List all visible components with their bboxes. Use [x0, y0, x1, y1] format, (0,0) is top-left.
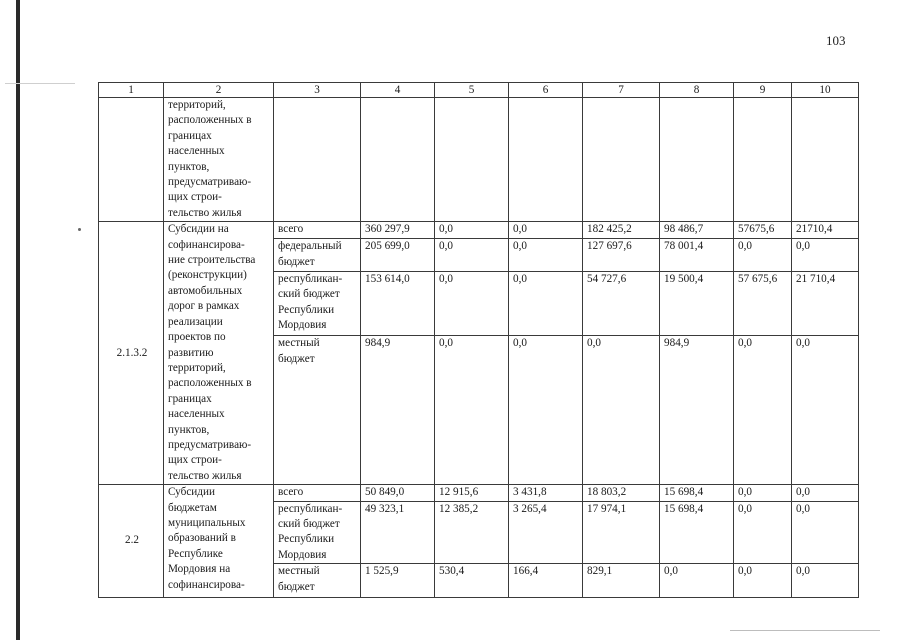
- empty-cell: [660, 98, 734, 222]
- amount-cell: 182 425,2: [583, 222, 660, 239]
- amount-cell: 0,0: [792, 501, 859, 564]
- continuation-row: [99, 98, 859, 222]
- amount-cell: 0,0: [435, 239, 509, 272]
- scan-artifact-line: [5, 83, 75, 84]
- amount-cell: 57675,6: [734, 222, 792, 239]
- funding-source: местный бюджет: [274, 564, 361, 597]
- amount-cell: 54 727,6: [583, 271, 660, 336]
- column-number-header: 8: [660, 83, 734, 98]
- amount-cell: 0,0: [435, 222, 509, 239]
- amount-cell: 166,4: [509, 564, 583, 597]
- column-number-header: 4: [361, 83, 435, 98]
- column-number-header: 2: [164, 83, 274, 98]
- column-number-header: 3: [274, 83, 361, 98]
- amount-cell: 360 297,9: [361, 222, 435, 239]
- amount-cell: 3 265,4: [509, 501, 583, 564]
- funding-source: республикан- ский бюджет Республики Мордовия: [274, 501, 361, 564]
- amount-cell: 0,0: [660, 564, 734, 597]
- budget-row: [99, 485, 859, 501]
- empty-cell: [274, 98, 361, 222]
- amount-cell: 78 001,4: [660, 239, 734, 272]
- amount-cell: 0,0: [734, 485, 792, 501]
- column-number-header: 5: [435, 83, 509, 98]
- empty-cell: [792, 98, 859, 222]
- amount-cell: 3 431,8: [509, 485, 583, 501]
- amount-cell: 0,0: [734, 239, 792, 272]
- measure-code: 2.2: [99, 485, 164, 597]
- empty-cell: [99, 98, 164, 222]
- empty-cell: [435, 98, 509, 222]
- empty-cell: [509, 98, 583, 222]
- measure-description: Субсидии бюджетам муниципальных образований в Республике Мордовия на софинансирова-: [164, 485, 274, 597]
- scan-speck: [78, 228, 81, 231]
- amount-cell: 0,0: [435, 336, 509, 485]
- amount-cell: 0,0: [583, 336, 660, 485]
- amount-cell: 49 323,1: [361, 501, 435, 564]
- amount-cell: 98 486,7: [660, 222, 734, 239]
- amount-cell: 0,0: [734, 336, 792, 485]
- amount-cell: 0,0: [792, 485, 859, 501]
- amount-cell: 1 525,9: [361, 564, 435, 597]
- amount-cell: 0,0: [792, 239, 859, 272]
- amount-cell: 19 500,4: [660, 271, 734, 336]
- amount-cell: 530,4: [435, 564, 509, 597]
- amount-cell: 12 385,2: [435, 501, 509, 564]
- amount-cell: 984,9: [660, 336, 734, 485]
- budget-table: [98, 82, 859, 598]
- amount-cell: 15 698,4: [660, 485, 734, 501]
- amount-cell: 0,0: [734, 501, 792, 564]
- empty-cell: [583, 98, 660, 222]
- amount-cell: 829,1: [583, 564, 660, 597]
- amount-cell: 57 675,6: [734, 271, 792, 336]
- amount-cell: 15 698,4: [660, 501, 734, 564]
- scan-edge-shadow: [16, 0, 20, 640]
- amount-cell: 984,9: [361, 336, 435, 485]
- column-number-header: 6: [509, 83, 583, 98]
- page-number: 103: [826, 33, 846, 48]
- amount-cell: 0,0: [792, 336, 859, 485]
- amount-cell: 153 614,0: [361, 271, 435, 336]
- amount-cell: 0,0: [509, 271, 583, 336]
- column-number-header: 9: [734, 83, 792, 98]
- amount-cell: 21710,4: [792, 222, 859, 239]
- funding-source: всего: [274, 222, 361, 239]
- measure-description: Субсидии на софинансирова- ние строительства (реконструкции) автомобильных дорог в рамках реализации проектов по развитию территорий, расположенных в границах населенных пунктов, предусматриваю- щих строи- тельство жилья: [164, 222, 274, 485]
- amount-cell: 12 915,6: [435, 485, 509, 501]
- amount-cell: 21 710,4: [792, 271, 859, 336]
- funding-source: федеральный бюджет: [274, 239, 361, 272]
- funding-source: республикан- ский бюджет Республики Мордовия: [274, 271, 361, 336]
- column-number-header: 10: [792, 83, 859, 98]
- amount-cell: 127 697,6: [583, 239, 660, 272]
- funding-source: всего: [274, 485, 361, 501]
- amount-cell: 205 699,0: [361, 239, 435, 272]
- empty-cell: [361, 98, 435, 222]
- budget-row: [99, 222, 859, 239]
- amount-cell: 0,0: [509, 336, 583, 485]
- amount-cell: 0,0: [509, 222, 583, 239]
- amount-cell: 0,0: [509, 239, 583, 272]
- amount-cell: 17 974,1: [583, 501, 660, 564]
- amount-cell: 18 803,2: [583, 485, 660, 501]
- amount-cell: 0,0: [734, 564, 792, 597]
- column-number-header: 7: [583, 83, 660, 98]
- scan-artifact-line: [730, 630, 880, 631]
- column-number-header: 1: [99, 83, 164, 98]
- empty-cell: [734, 98, 792, 222]
- column-number-row: [99, 83, 859, 98]
- amount-cell: 0,0: [792, 564, 859, 597]
- measure-description: территорий, расположенных в границах населенных пунктов, предусматриваю- щих строи- тельство жилья: [164, 98, 274, 222]
- measure-code: 2.1.3.2: [99, 222, 164, 485]
- amount-cell: 0,0: [435, 271, 509, 336]
- amount-cell: 50 849,0: [361, 485, 435, 501]
- funding-source: местный бюджет: [274, 336, 361, 485]
